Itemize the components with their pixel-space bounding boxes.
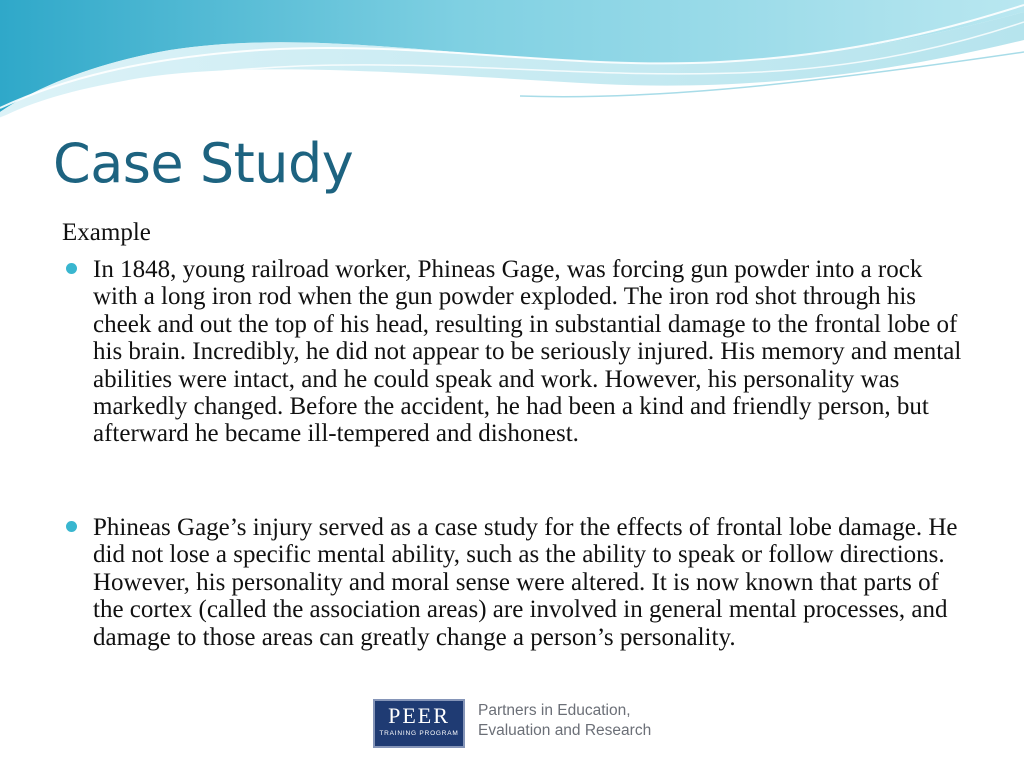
- logo-word: PEER: [388, 703, 450, 728]
- logo-organization-name: [478, 701, 651, 741]
- subheading: Example: [62, 219, 151, 246]
- logo-line-2: Evaluation and Research: [478, 722, 652, 739]
- peer-logo: [356, 686, 668, 766]
- peer-logo-mark: [373, 699, 465, 748]
- bullet-item: [93, 256, 973, 448]
- bullet-icon: [66, 263, 77, 274]
- header-wave-decoration: [0, 0, 1024, 130]
- logo-line-1: Partners in Education,: [478, 702, 631, 719]
- bullet-icon: [66, 521, 77, 532]
- logo-tagline: TRAINING PROGRAM: [379, 730, 459, 737]
- bullet-text: Phineas Gage’s injury served as a case study for the effects of frontal lobe damage. He did not lose a specific mental ability, such as the ability to speak or follow directions. However, his personality and moral sense were altered. It is now known that parts of the cortex (called the association areas) are involved in general mental processes, and damage to those areas can greatly change a person’s personality.: [93, 514, 958, 651]
- slide-title: Case Study: [53, 132, 354, 195]
- bullet-item: [93, 514, 973, 651]
- bullet-text: In 1848, young railroad worker, Phineas Gage, was forcing gun powder into a rock with a long iron rod when the gun powder exploded. The iron rod shot through his cheek and out the top of his head, resulting in substantial damage to the frontal lobe of his brain. Incredibly, he did not appear to be seriously injured. His memory and mental abilities were intact, and he could speak and work. However, his personality was markedly changed. Before the accident, he had been a kind and friendly person, but afterward he became ill-tempered and dishonest.: [93, 256, 962, 448]
